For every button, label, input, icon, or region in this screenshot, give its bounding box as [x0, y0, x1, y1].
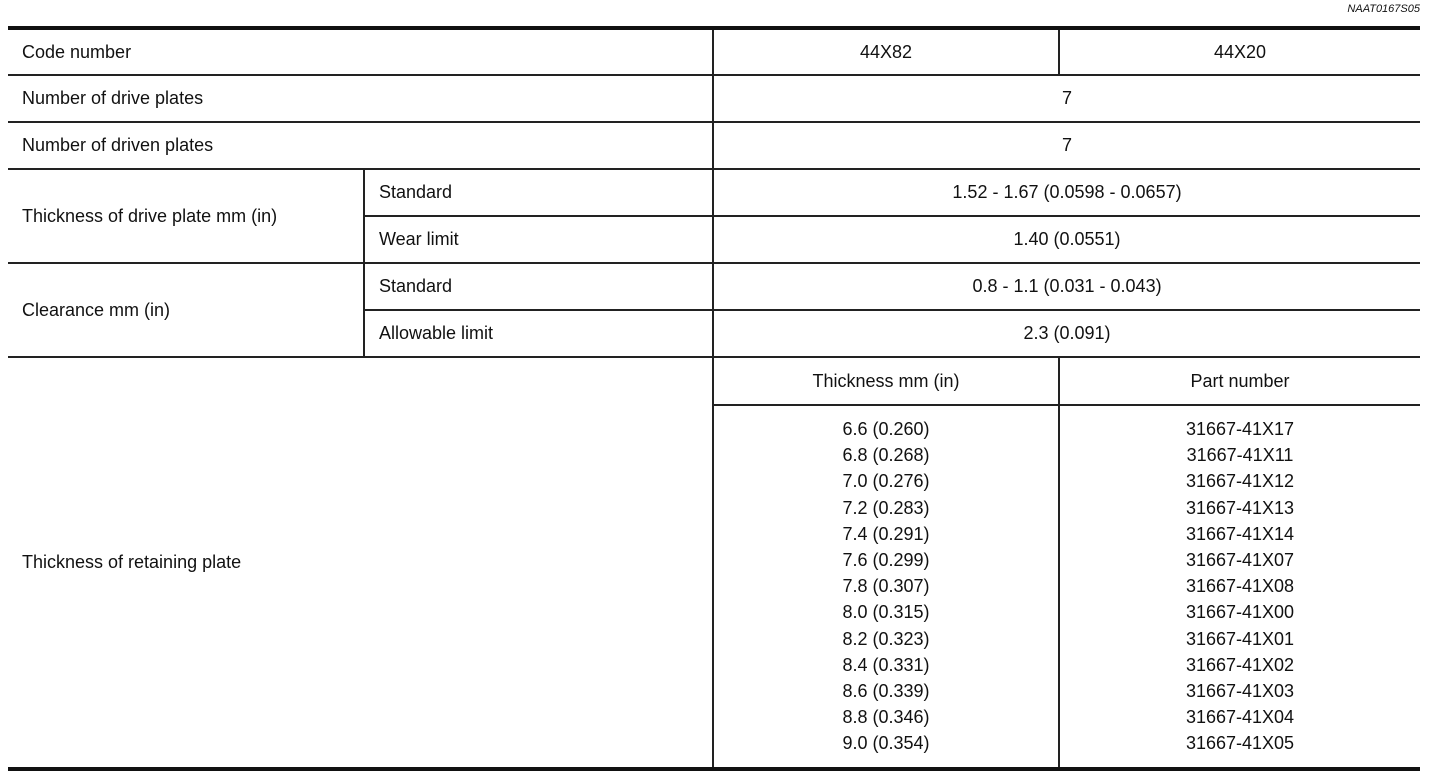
clearance-standard-label: Standard [364, 263, 713, 310]
code-number-value-2: 44X20 [1059, 28, 1420, 75]
thickness-value: 8.4 (0.331) [842, 654, 930, 675]
drive-plate-wear-label: Wear limit [364, 216, 713, 263]
part-number-value: 31667-41X14 [1185, 523, 1295, 544]
drive-plate-standard-value: 1.52 - 1.67 (0.0598 - 0.0657) [713, 169, 1420, 216]
part-number-value: 31667-41X08 [1185, 576, 1295, 597]
specification-table [8, 26, 1420, 771]
thickness-value: 7.6 (0.299) [842, 550, 930, 571]
drive-plate-wear-value: 1.40 (0.0551) [713, 216, 1420, 263]
driven-plates-label: Number of driven plates [8, 122, 713, 169]
drive-plate-standard-label: Standard [364, 169, 713, 216]
clearance-allowable-value: 2.3 (0.091) [713, 310, 1420, 357]
drive-plate-standard-row [8, 169, 1420, 216]
driven-plates-row [8, 122, 1420, 169]
part-number-value: 31667-41X05 [1185, 733, 1295, 754]
code-number-label: Code number [8, 28, 713, 75]
thickness-value: 8.6 (0.339) [842, 681, 930, 702]
driven-plates-value: 7 [713, 122, 1420, 169]
thickness-value: 6.8 (0.268) [842, 445, 930, 466]
thickness-value: 7.2 (0.283) [842, 497, 930, 518]
part-number-column-header: Part number [1059, 357, 1420, 405]
part-number-value: 31667-41X07 [1185, 550, 1295, 571]
clearance-allowable-label: Allowable limit [364, 310, 713, 357]
clearance-standard-row [8, 263, 1420, 310]
part-number-value: 31667-41X04 [1185, 707, 1295, 728]
code-number-value-1: 44X82 [713, 28, 1059, 75]
clearance-label: Clearance mm (in) [8, 263, 364, 357]
thickness-value: 7.4 (0.291) [842, 523, 930, 544]
thickness-value: 9.0 (0.354) [842, 733, 930, 754]
thickness-value: 7.8 (0.307) [842, 576, 930, 597]
thickness-value: 8.2 (0.323) [842, 628, 930, 649]
drive-plate-thickness-label: Thickness of drive plate mm (in) [8, 169, 364, 263]
part-number-value: 31667-41X13 [1185, 497, 1295, 518]
part-number-value: 31667-41X01 [1185, 628, 1295, 649]
reference-code: NAAT0167S05 [1347, 3, 1420, 15]
clearance-standard-value: 0.8 - 1.1 (0.031 - 0.043) [713, 263, 1420, 310]
part-number-value: 31667-41X17 [1185, 419, 1295, 439]
drive-plates-label: Number of drive plates [8, 75, 713, 122]
part-number-value: 31667-41X12 [1185, 471, 1295, 492]
thickness-column-header: Thickness mm (in) [713, 357, 1059, 405]
part-number-list [1059, 405, 1420, 769]
part-number-value: 31667-41X00 [1185, 602, 1295, 623]
retaining-plate-label: Thickness of retaining plate [8, 357, 713, 769]
retaining-plate-header-row [8, 357, 1420, 405]
thickness-value: 8.8 (0.346) [842, 707, 930, 728]
thickness-value: 8.0 (0.315) [842, 602, 930, 623]
thickness-value: 7.0 (0.276) [842, 471, 930, 492]
part-number-value: 31667-41X02 [1185, 654, 1295, 675]
part-number-value: 31667-41X03 [1185, 681, 1295, 702]
code-number-row [8, 28, 1420, 75]
thickness-value: 6.6 (0.260) [842, 419, 930, 439]
drive-plates-row [8, 75, 1420, 122]
thickness-list [713, 405, 1059, 769]
part-number-value: 31667-41X11 [1186, 445, 1294, 466]
drive-plates-value: 7 [713, 75, 1420, 122]
